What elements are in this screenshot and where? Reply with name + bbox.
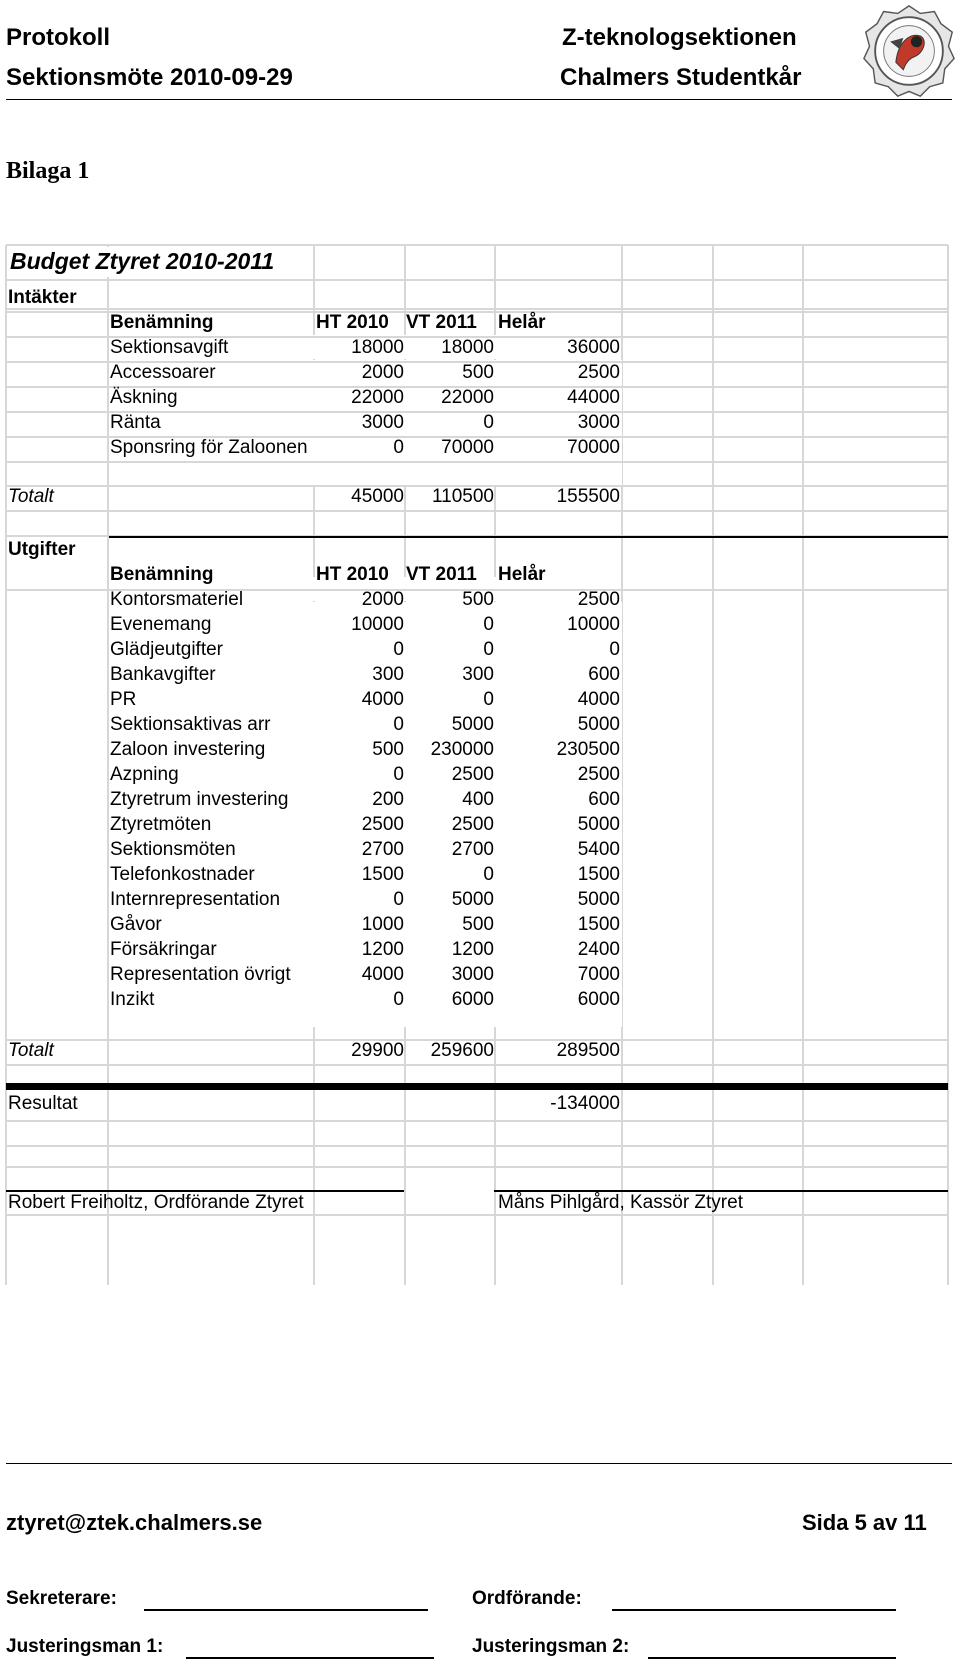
expense-row-name: Azpning	[110, 764, 179, 785]
expense-row-vt: 2500	[451, 814, 494, 835]
expense-total-ht: 29900	[351, 1040, 404, 1061]
expense-row-ht: 0	[393, 764, 404, 785]
income-row-year: 3000	[577, 412, 620, 433]
expense-row-vt: 3000	[451, 964, 494, 985]
income-row-ht: 3000	[361, 412, 404, 433]
income-row-ht: 0	[393, 437, 404, 458]
grid-line	[6, 510, 948, 512]
income-row-name: Ränta	[110, 412, 161, 433]
expense-total-label: Totalt	[8, 1040, 54, 1061]
expense-row-year: 4000	[577, 689, 620, 710]
expense-header-ht: HT 2010	[316, 564, 389, 585]
appendix-title: Bilaga 1	[6, 158, 90, 184]
expense-row-name: Ztyretrum investering	[110, 789, 289, 810]
income-row-name: Accessoarer	[110, 362, 216, 383]
expense-row-name: Representation övrigt	[110, 964, 291, 985]
result-value: -134000	[550, 1093, 620, 1114]
expense-header-name: Benämning	[110, 564, 214, 585]
income-row-year: 70000	[567, 437, 620, 458]
expense-row-name: Ztyretmöten	[110, 814, 212, 835]
expense-row-ht: 2500	[361, 814, 404, 835]
grid-line	[6, 1166, 948, 1168]
expense-row-ht: 200	[372, 789, 404, 810]
expense-row-vt: 6000	[451, 989, 494, 1010]
secretary-signature-line	[144, 1609, 428, 1611]
expense-row-vt: 500	[462, 589, 494, 610]
income-row-vt: 500	[462, 362, 494, 383]
expense-row-year: 2500	[577, 764, 620, 785]
expense-row-ht: 1200	[361, 939, 404, 960]
expense-row-year: 2500	[577, 589, 620, 610]
income-row-name: Sektionsavgift	[110, 337, 229, 358]
expense-row-vt: 0	[483, 614, 494, 635]
expense-row-year: 600	[588, 664, 620, 685]
expense-row-name: Glädjeutgifter	[110, 639, 224, 660]
income-row-ht: 2000	[361, 362, 404, 383]
protocol-label: Protokoll	[6, 24, 111, 51]
expense-row-ht: 0	[393, 714, 404, 735]
expense-row-vt: 5000	[451, 889, 494, 910]
expense-row-ht: 1000	[361, 914, 404, 935]
expense-row-year: 0	[609, 639, 620, 660]
expense-row-year: 230500	[556, 739, 620, 760]
income-row-year: 2500	[577, 362, 620, 383]
income-row-vt: 70000	[441, 437, 494, 458]
income-header-vt: VT 2011	[406, 312, 477, 333]
expense-row-year: 5400	[577, 839, 620, 860]
grid-line	[802, 245, 804, 1285]
expense-row-vt: 0	[483, 639, 494, 660]
footer-divider	[6, 1463, 952, 1464]
grid-line	[712, 245, 714, 1285]
expense-row-name: Inzikt	[110, 989, 155, 1010]
expense-row-name: Zaloon investering	[110, 739, 266, 760]
expense-row-name: Internrepresentation	[110, 889, 281, 910]
expense-row-name: Sektionsaktivas arr	[110, 714, 271, 735]
income-total-ht: 45000	[351, 486, 404, 507]
income-row-year: 44000	[567, 387, 620, 408]
expense-row-name: Evenemang	[110, 614, 212, 635]
expense-header-year: Helår	[498, 564, 546, 585]
income-row-year: 36000	[567, 337, 620, 358]
grid-line	[947, 245, 949, 1285]
expense-row-year: 5000	[577, 814, 620, 835]
expense-row-name: Kontorsmateriel	[110, 589, 244, 610]
expense-row-year: 2400	[577, 939, 620, 960]
grid-line	[6, 279, 948, 281]
chair-label: Ordförande:	[472, 1588, 582, 1609]
expense-row-vt: 0	[483, 689, 494, 710]
result-divider	[6, 1083, 948, 1090]
income-row-vt: 22000	[441, 387, 494, 408]
income-total-label: Totalt	[8, 486, 54, 507]
income-row-name: Äskning	[110, 387, 178, 408]
income-row-name: Sponsring för Zaloonen	[110, 437, 308, 458]
grid-line	[6, 1064, 948, 1066]
expense-row-ht: 4000	[361, 964, 404, 985]
expense-row-ht: 500	[372, 739, 404, 760]
header-divider	[6, 99, 952, 100]
budget-sheet	[6, 245, 948, 1285]
adjuster1-label: Justeringsman 1:	[6, 1636, 164, 1657]
expense-row-name: PR	[110, 689, 137, 710]
expense-row-year: 6000	[577, 989, 620, 1010]
expense-row-year: 1500	[577, 914, 620, 935]
signature-treasurer: Måns Pihlgård, Kassör Ztyret	[498, 1192, 743, 1213]
signature-chair: Robert Freiholtz, Ordförande Ztyret	[8, 1192, 304, 1213]
grid-line	[6, 1145, 948, 1147]
expense-row-vt: 5000	[451, 714, 494, 735]
income-row-ht: 22000	[351, 387, 404, 408]
expense-row-year: 5000	[577, 889, 620, 910]
expense-row-name: Försäkringar	[110, 939, 217, 960]
expense-row-vt: 1200	[451, 939, 494, 960]
expense-row-ht: 1500	[361, 864, 404, 885]
income-row-vt: 18000	[441, 337, 494, 358]
income-total-year: 155500	[556, 486, 620, 507]
income-header-name: Benämning	[110, 312, 214, 333]
expense-total-vt: 259600	[430, 1040, 494, 1061]
chair-signature-line	[612, 1609, 896, 1611]
adjuster1-signature-line	[186, 1657, 434, 1659]
grid-line	[6, 308, 948, 310]
result-label: Resultat	[8, 1093, 78, 1114]
grid-line	[5, 245, 7, 1285]
expense-row-ht: 0	[393, 889, 404, 910]
expense-row-name: Bankavgifter	[110, 664, 216, 685]
income-row-vt: 0	[483, 412, 494, 433]
meeting-date: Sektionsmöte 2010-09-29	[6, 64, 293, 91]
expense-row-vt: 2500	[451, 764, 494, 785]
expense-row-vt: 0	[483, 864, 494, 885]
section-name: Z-teknologsektionen	[562, 24, 797, 51]
income-row-ht: 18000	[351, 337, 404, 358]
expense-row-vt: 400	[462, 789, 494, 810]
expense-row-ht: 10000	[351, 614, 404, 635]
income-total-vt: 110500	[432, 486, 494, 507]
expense-row-year: 600	[588, 789, 620, 810]
expense-row-ht: 2000	[361, 589, 404, 610]
expense-row-ht: 300	[372, 664, 404, 685]
adjuster2-signature-line	[648, 1657, 896, 1659]
page-number: Sida 5 av 11	[802, 1510, 927, 1535]
income-header-year: Helår	[498, 312, 546, 333]
expense-row-ht: 0	[393, 989, 404, 1010]
grid-line	[6, 1120, 948, 1122]
expense-row-vt: 230000	[430, 739, 494, 760]
expense-header-vt: VT 2011	[406, 564, 477, 585]
expense-row-vt: 300	[462, 664, 494, 685]
income-section-label: Intäkter	[8, 287, 77, 308]
expense-row-vt: 2700	[451, 839, 494, 860]
expense-total-year: 289500	[556, 1040, 620, 1061]
expense-row-ht: 2700	[361, 839, 404, 860]
grid-line	[6, 461, 948, 463]
expense-row-year: 7000	[577, 964, 620, 985]
expense-row-name: Sektionsmöten	[110, 839, 236, 860]
secretary-label: Sekreterare:	[6, 1588, 117, 1609]
adjuster2-label: Justeringsman 2:	[472, 1636, 630, 1657]
expense-row-name: Gåvor	[110, 914, 162, 935]
expense-row-ht: 4000	[361, 689, 404, 710]
section-seal-logo	[862, 4, 956, 98]
expense-row-year: 5000	[577, 714, 620, 735]
income-header-ht: HT 2010	[316, 312, 389, 333]
budget-title: Budget Ztyret 2010-2011	[10, 248, 275, 274]
expense-row-ht: 0	[393, 639, 404, 660]
expense-section-label: Utgifter	[8, 539, 76, 560]
expense-row-vt: 500	[462, 914, 494, 935]
expense-row-name: Telefonkostnader	[110, 864, 255, 885]
expense-row-year: 10000	[567, 614, 620, 635]
expense-row-year: 1500	[577, 864, 620, 885]
contact-email: ztyret@ztek.chalmers.se	[6, 1510, 263, 1535]
union-name: Chalmers Studentkår	[560, 64, 802, 91]
section-divider	[109, 536, 948, 538]
